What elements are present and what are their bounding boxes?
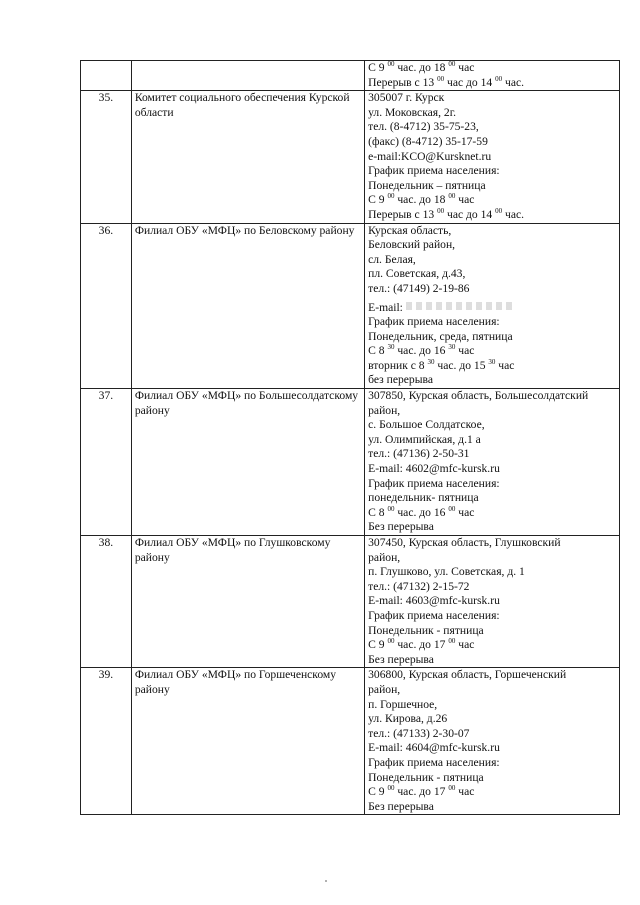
hours-line: С 9 $^{00}$ час. до 18 $^{00}$ час xyxy=(368,60,475,74)
email-text: E-mail: 4604@mfc-kursk.ru xyxy=(368,741,500,755)
break-line: Без перерыва xyxy=(368,799,434,813)
break-line: Без перерыва xyxy=(368,520,434,534)
row-number: 39. xyxy=(81,668,132,815)
office-address xyxy=(365,61,620,91)
email-text: E-mail: 4602@mfc-kursk.ru xyxy=(368,462,500,476)
office-name: Филиал ОБУ «МФЦ» по Беловскому району xyxy=(131,223,364,389)
office-name xyxy=(131,61,364,91)
office-address: 305007 г. Курск ул. Моковская, 2г. тел. (8-4712) 35-75-23, (факс) (8-4712) 35-17-59 e-mail:KCO@Kursknet.ru График приема населения: Понедельник – пятница С 9 $^{00}$ час. до 18 $^{00}$ час Перерыв с 13 $^{00}$ час до 14 $^{00}$ час. xyxy=(365,91,620,223)
hours-line: С 9 $^{00}$ час. до 17 $^{00}$ час xyxy=(368,637,475,652)
break-line: без перерыва xyxy=(368,373,433,387)
table-row xyxy=(81,668,620,815)
redacted-email xyxy=(406,302,516,310)
table-row xyxy=(81,389,620,536)
office-name: Филиал ОБУ «МФЦ» по Глушковскому району xyxy=(131,536,364,668)
email-text: E-mail: 4603@mfc-kursk.ru xyxy=(368,594,500,608)
table-row xyxy=(81,61,620,91)
row-number xyxy=(81,61,132,91)
break-line: Перерыв с 13 $^{00}$ час до 14 $^{00}$ час. xyxy=(368,206,525,221)
break-line: Перерыв с 13 $^{00}$ час до 14 $^{00}$ час. xyxy=(368,74,525,89)
row-number: 38. xyxy=(81,536,132,668)
hours-line: С 9 $^{00}$ час. до 18 $^{00}$ час xyxy=(368,192,475,207)
scan-speck xyxy=(325,880,327,882)
office-address: 307850, Курская область, Большесолдатский район, с. Большое Солдатское, ул. Олимпийская, д.1 а тел.: (47136) 2-50-31 E-mail: 4602@mfc-kursk.ru График приема населения: понедельник- пятница С 8 $^{00}$ час. до 16 $^{00}$ час Без перерыва xyxy=(365,389,620,536)
hours-line: С 9 $^{00}$ час. до 17 $^{00}$ час xyxy=(368,784,475,799)
office-name: Комитет социального обеспечения Курской области xyxy=(131,91,364,223)
row-number: 37. xyxy=(81,389,132,536)
hours-line: С 8 $^{30}$ час. до 16 $^{30}$ час xyxy=(368,343,475,358)
table-row xyxy=(81,223,620,389)
office-address: 307450, Курская область, Глушковский район, п. Глушково, ул. Советская, д. 1 тел.: (47132) 2-15-72 E-mail: 4603@mfc-kursk.ru График приема населения: Понедельник - пятница С 9 $^{00}$ час. до 17 $^{00}$ час Без перерыва xyxy=(365,536,620,668)
row-number: 35. xyxy=(81,91,132,223)
hours-line: С 8 $^{00}$ час. до 16 $^{00}$ час xyxy=(368,504,475,519)
office-address: 306800, Курская область, Горшеченский район, п. Горшечное, ул. Кирова, д.26 тел.: (47133) 2-30-07 E-mail: 4604@mfc-kursk.ru График приема населения: Понедельник - пятница С 9 $^{00}$ час. до 17 $^{00}$ час Без перерыва xyxy=(365,668,620,815)
table-row xyxy=(81,91,620,223)
break-line: Без перерыва xyxy=(368,652,434,666)
office-name: Филиал ОБУ «МФЦ» по Горшеченскому району xyxy=(131,668,364,815)
office-address: Курская область, Беловский район, сл. Белая, пл. Советская, д.43, тел.: (47149) 2-19-86 E-mail: График приема населения: Понедельник, среда, пятница С 8 $^{30}$ час. до 16 $^{30}$ час вторник с 8 $^{30}$ час. до 15 $^{30}$ час без перерыва xyxy=(365,223,620,389)
office-name: Филиал ОБУ «МФЦ» по Большесолдатскому району xyxy=(131,389,364,536)
offices-table xyxy=(80,60,620,815)
row-number: 36. xyxy=(81,223,132,389)
email-text: e-mail:KCO@Kursknet.ru xyxy=(368,149,492,163)
hours-line-tuesday: вторник с 8 $^{30}$ час. до 15 $^{30}$ час xyxy=(368,357,515,372)
email-line: E-mail: xyxy=(368,301,616,316)
table-row xyxy=(81,536,620,668)
